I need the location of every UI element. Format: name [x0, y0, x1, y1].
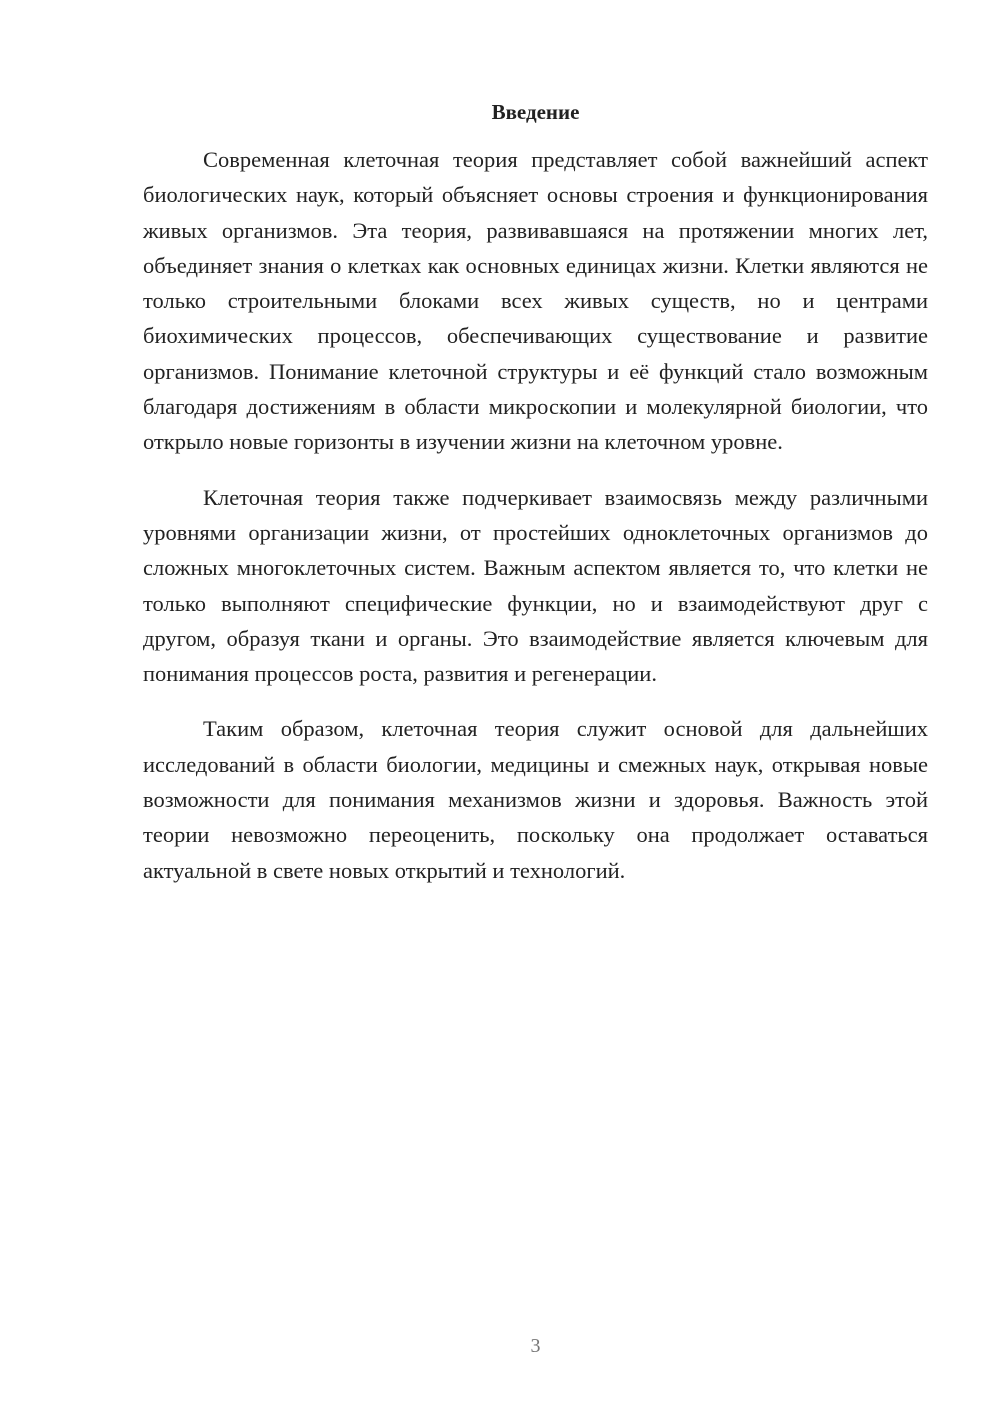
- paragraph-1: Современная клеточная теория представляет собой важнейший аспект биологических наук, который объясняет основы строения и функционирования живых организмов. Эта теория, развивавшаяся на протяжении многих лет, объединяет знания о клетках как основных единицах жизни. Клетки являются не только строительными блоками всех живых существ, но и центрами биохимических процессов, обеспечивающих существование и развитие организмов. Понимание клеточной структуры и её функций стало возможным благодаря достижениям в области микроскопии и молекулярной биологии, что открыло новые горизонты в изучении жизни на клеточном уровне.: [143, 147, 928, 455]
- page-number: 3: [530, 1335, 541, 1357]
- document-body: [143, 142, 928, 908]
- paragraph-2: Клеточная теория также подчеркивает взаимосвязь между различными уровнями организации жизни, от простейших одноклеточных организмов до сложных многоклеточных систем. Важным аспектом является то, что клетки не только выполняют специфические функции, но и взаимодействуют друг с другом, образуя ткани и органы. Это взаимодействие является ключевым для понимания процессов роста, развития и регенерации.: [143, 484, 928, 687]
- paragraph-3: Таким образом, клеточная теория служит основой для дальнейших исследований в области биологии, медицины и смежных наук, открывая новые возможности для понимания механизмов жизни и здоровья. Важность этой теории невозможно переоценить, поскольку она продолжает оставаться актуальной в свете новых открытий и технологий.: [143, 716, 928, 883]
- section-heading: Введение: [491, 100, 580, 124]
